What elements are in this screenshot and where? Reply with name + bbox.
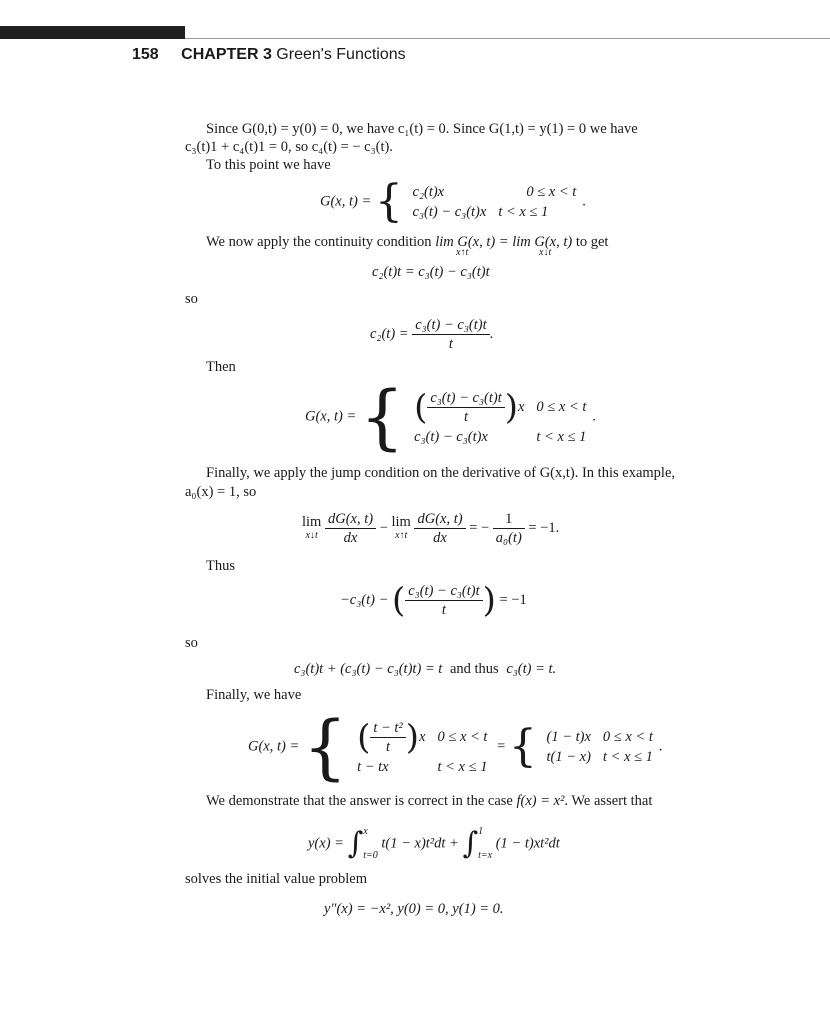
case-cond: t < x ≤ 1 [602, 749, 653, 765]
case-expr: t − tx [357, 758, 389, 775]
cases-table [541, 727, 659, 767]
equation-thus: −c₃(t) − ( $\frac{\text{c₃(t) − c₃(t)t}}{t}$ ) = −1 [340, 580, 527, 621]
integral-upper: x [363, 826, 368, 837]
numerator: dG(x, t) [414, 510, 465, 529]
paragraph-line: so [185, 635, 198, 651]
fraction [412, 316, 489, 353]
chapter-label: CHAPTER 3 [181, 46, 272, 63]
paragraph-text: . We assert that [564, 793, 653, 809]
equation-jump: lim x↓t $\frac{dG(x, t)}{dx}$ − lim x↑t $\frac{dG(x, t)}{dx}$ = − $\frac{1}{\text{a₀(t)}}$ = −1. [302, 511, 560, 546]
equation-integral [308, 820, 560, 868]
case-cond: 0 ≤ x < t [526, 184, 577, 200]
case-cond: 0 ≤ x < t [536, 399, 587, 415]
case-expr: ( $\frac{\text{t − t²}}{t}$ )x [357, 717, 426, 757]
eq-lhs: G(x, t) = [305, 408, 357, 425]
integral-lower: t=0 [363, 850, 378, 861]
integral-lower: t=x [478, 850, 493, 861]
equation-continuity: c₂(t)t = c₃(t) − c₃(t)t [372, 264, 490, 280]
numerator: c₃(t) − c₃(t)t [427, 389, 504, 408]
running-header [132, 46, 406, 64]
case-cond: 0 ≤ x < t [437, 729, 488, 745]
lim-sub: x↑t [395, 529, 408, 541]
paragraph-line: To this point we have [206, 157, 331, 173]
eq-lhs: y(x) = [308, 835, 344, 852]
paragraph-line: Then [206, 359, 236, 375]
integral-upper: 1 [478, 826, 484, 837]
paragraph-text: We demonstrate that the answer is correct in the case [206, 793, 513, 809]
paragraph-line: Finally, we apply the jump condition on the derivative of G(x,t). In this example, [206, 465, 675, 481]
numerator: c₃(t) − c₃(t)t [412, 316, 489, 335]
cases-table [407, 182, 583, 222]
equation-g-piecewise: G(x, t) = { c₂(t)x 0 ≤ x < t c₃(t) − c₃(t)x t < x ≤ 1. [320, 176, 586, 227]
page-number: 158 [132, 46, 159, 63]
denominator: t [448, 336, 453, 352]
paragraph-line: solves the initial value problem [185, 871, 368, 887]
continuity-limit: lim G(x, t) = lim G(x, t) [435, 234, 573, 250]
case-cond: t < x ≤ 1 [498, 204, 549, 220]
case-cond: t < x ≤ 1 [437, 758, 488, 775]
numerator: 1 [493, 510, 525, 529]
eq-part: c₃(t) = t. [506, 661, 557, 677]
denominator: t [464, 408, 469, 425]
header-rule [185, 38, 830, 39]
denominator: dx [343, 530, 358, 546]
numerator: dG(x, t) [325, 510, 376, 529]
paragraph-text: We now apply the continuity condition [206, 234, 432, 250]
case-cond: t < x ≤ 1 [536, 428, 587, 445]
connector-text: and thus [449, 661, 499, 677]
eq-lhs: G(x, t) = [248, 738, 300, 755]
paragraph-line: Since G(0,t) = y(0) = 0, we have c₁(t) = 0. Since G(1,t) = y(1) = 0 we have [206, 121, 638, 137]
integrand: (1 − t)xt²dt [495, 835, 560, 852]
cases-table [408, 388, 592, 447]
inline-math: f(x) = x² [516, 793, 565, 809]
denominator: t [441, 602, 446, 618]
equation-ivp: y″(x) = −x², y(0) = 0, y(1) = 0. [324, 901, 504, 917]
case-expr: (1 − t)x [546, 729, 591, 745]
paragraph-line: so [185, 291, 198, 307]
chapter-title: Green's Functions [276, 46, 406, 63]
case-cond: 0 ≤ x < t [602, 729, 653, 745]
left-brace: { [508, 721, 537, 772]
equation-g-final: G(x, t) = { ( $\frac{\text{t − t²}}{t}$ )x 0 ≤ x < t t − tx t < x ≤ 1 = { (1 − t)x 0 ≤ x < t t(1 − x) t < x ≤ 1. [248, 706, 663, 788]
denominator: t [386, 738, 391, 755]
integrand: t(1 − x)t²dt + [381, 835, 459, 852]
paragraph-line [206, 792, 652, 810]
eq-lhs: G(x, t) = [320, 193, 372, 210]
limit-sub-down: x↓t [539, 247, 552, 258]
equation-c3-solution [294, 660, 556, 678]
lim-sub: x↓t [305, 529, 318, 541]
case-expr: c₂(t)x [412, 184, 445, 200]
case-expr: ( $\frac{\text{c₃(t) − c₃(t)t}}{t}$ )x [414, 387, 525, 427]
case-expr: c₃(t) − c₃(t)x [412, 204, 487, 220]
case-expr: c₃(t) − c₃(t)x [414, 428, 488, 445]
cases-table [351, 718, 493, 777]
left-brace: { [302, 706, 348, 788]
lim-label: lim [391, 513, 411, 530]
case-expr: t(1 − x) [546, 749, 591, 765]
lim-label: lim [302, 513, 322, 530]
left-brace: { [374, 176, 403, 227]
numerator: t − t² [370, 719, 405, 738]
paragraph-line: Thus [206, 558, 235, 574]
numerator: c₃(t) − c₃(t)t [405, 582, 482, 601]
equation-g-substituted: G(x, t) = { ( $\frac{\text{c₃(t) − c₃(t)t}}{t}$ )x 0 ≤ x < t c₃(t) − c₃(t)x t < x ≤ 1. [305, 376, 597, 458]
eq-lhs: c₂(t) = [370, 325, 409, 342]
paragraph-line: Finally, we have [206, 687, 302, 703]
denominator: dx [433, 530, 447, 546]
header-bar [0, 26, 185, 39]
left-brace: { [359, 376, 405, 458]
denominator: a₀(t) [495, 530, 522, 546]
equation-c2: c₂(t) = $\frac{\text{c₃(t) − c₃(t)t}}{t}$ . [370, 317, 494, 352]
integral-sign: ∫ [347, 826, 364, 861]
eq-rhs: = −1. [528, 519, 560, 536]
eq-lhs: −c₃(t) − [340, 591, 389, 608]
eq-rhs: = −1 [499, 591, 527, 608]
paragraph-text: to get [575, 234, 609, 250]
paragraph-line: a₀(x) = 1, so [185, 484, 257, 500]
integral-sign: ∫ [462, 826, 479, 861]
eq-part: c₃(t)t + (c₃(t) − c₃(t)t) = t [294, 661, 443, 677]
paragraph-line: c₃(t)1 + c₄(t)1 = 0, so c₄(t) = − c₃(t). [185, 139, 393, 155]
limit-sub-up: x↑t [456, 247, 469, 258]
